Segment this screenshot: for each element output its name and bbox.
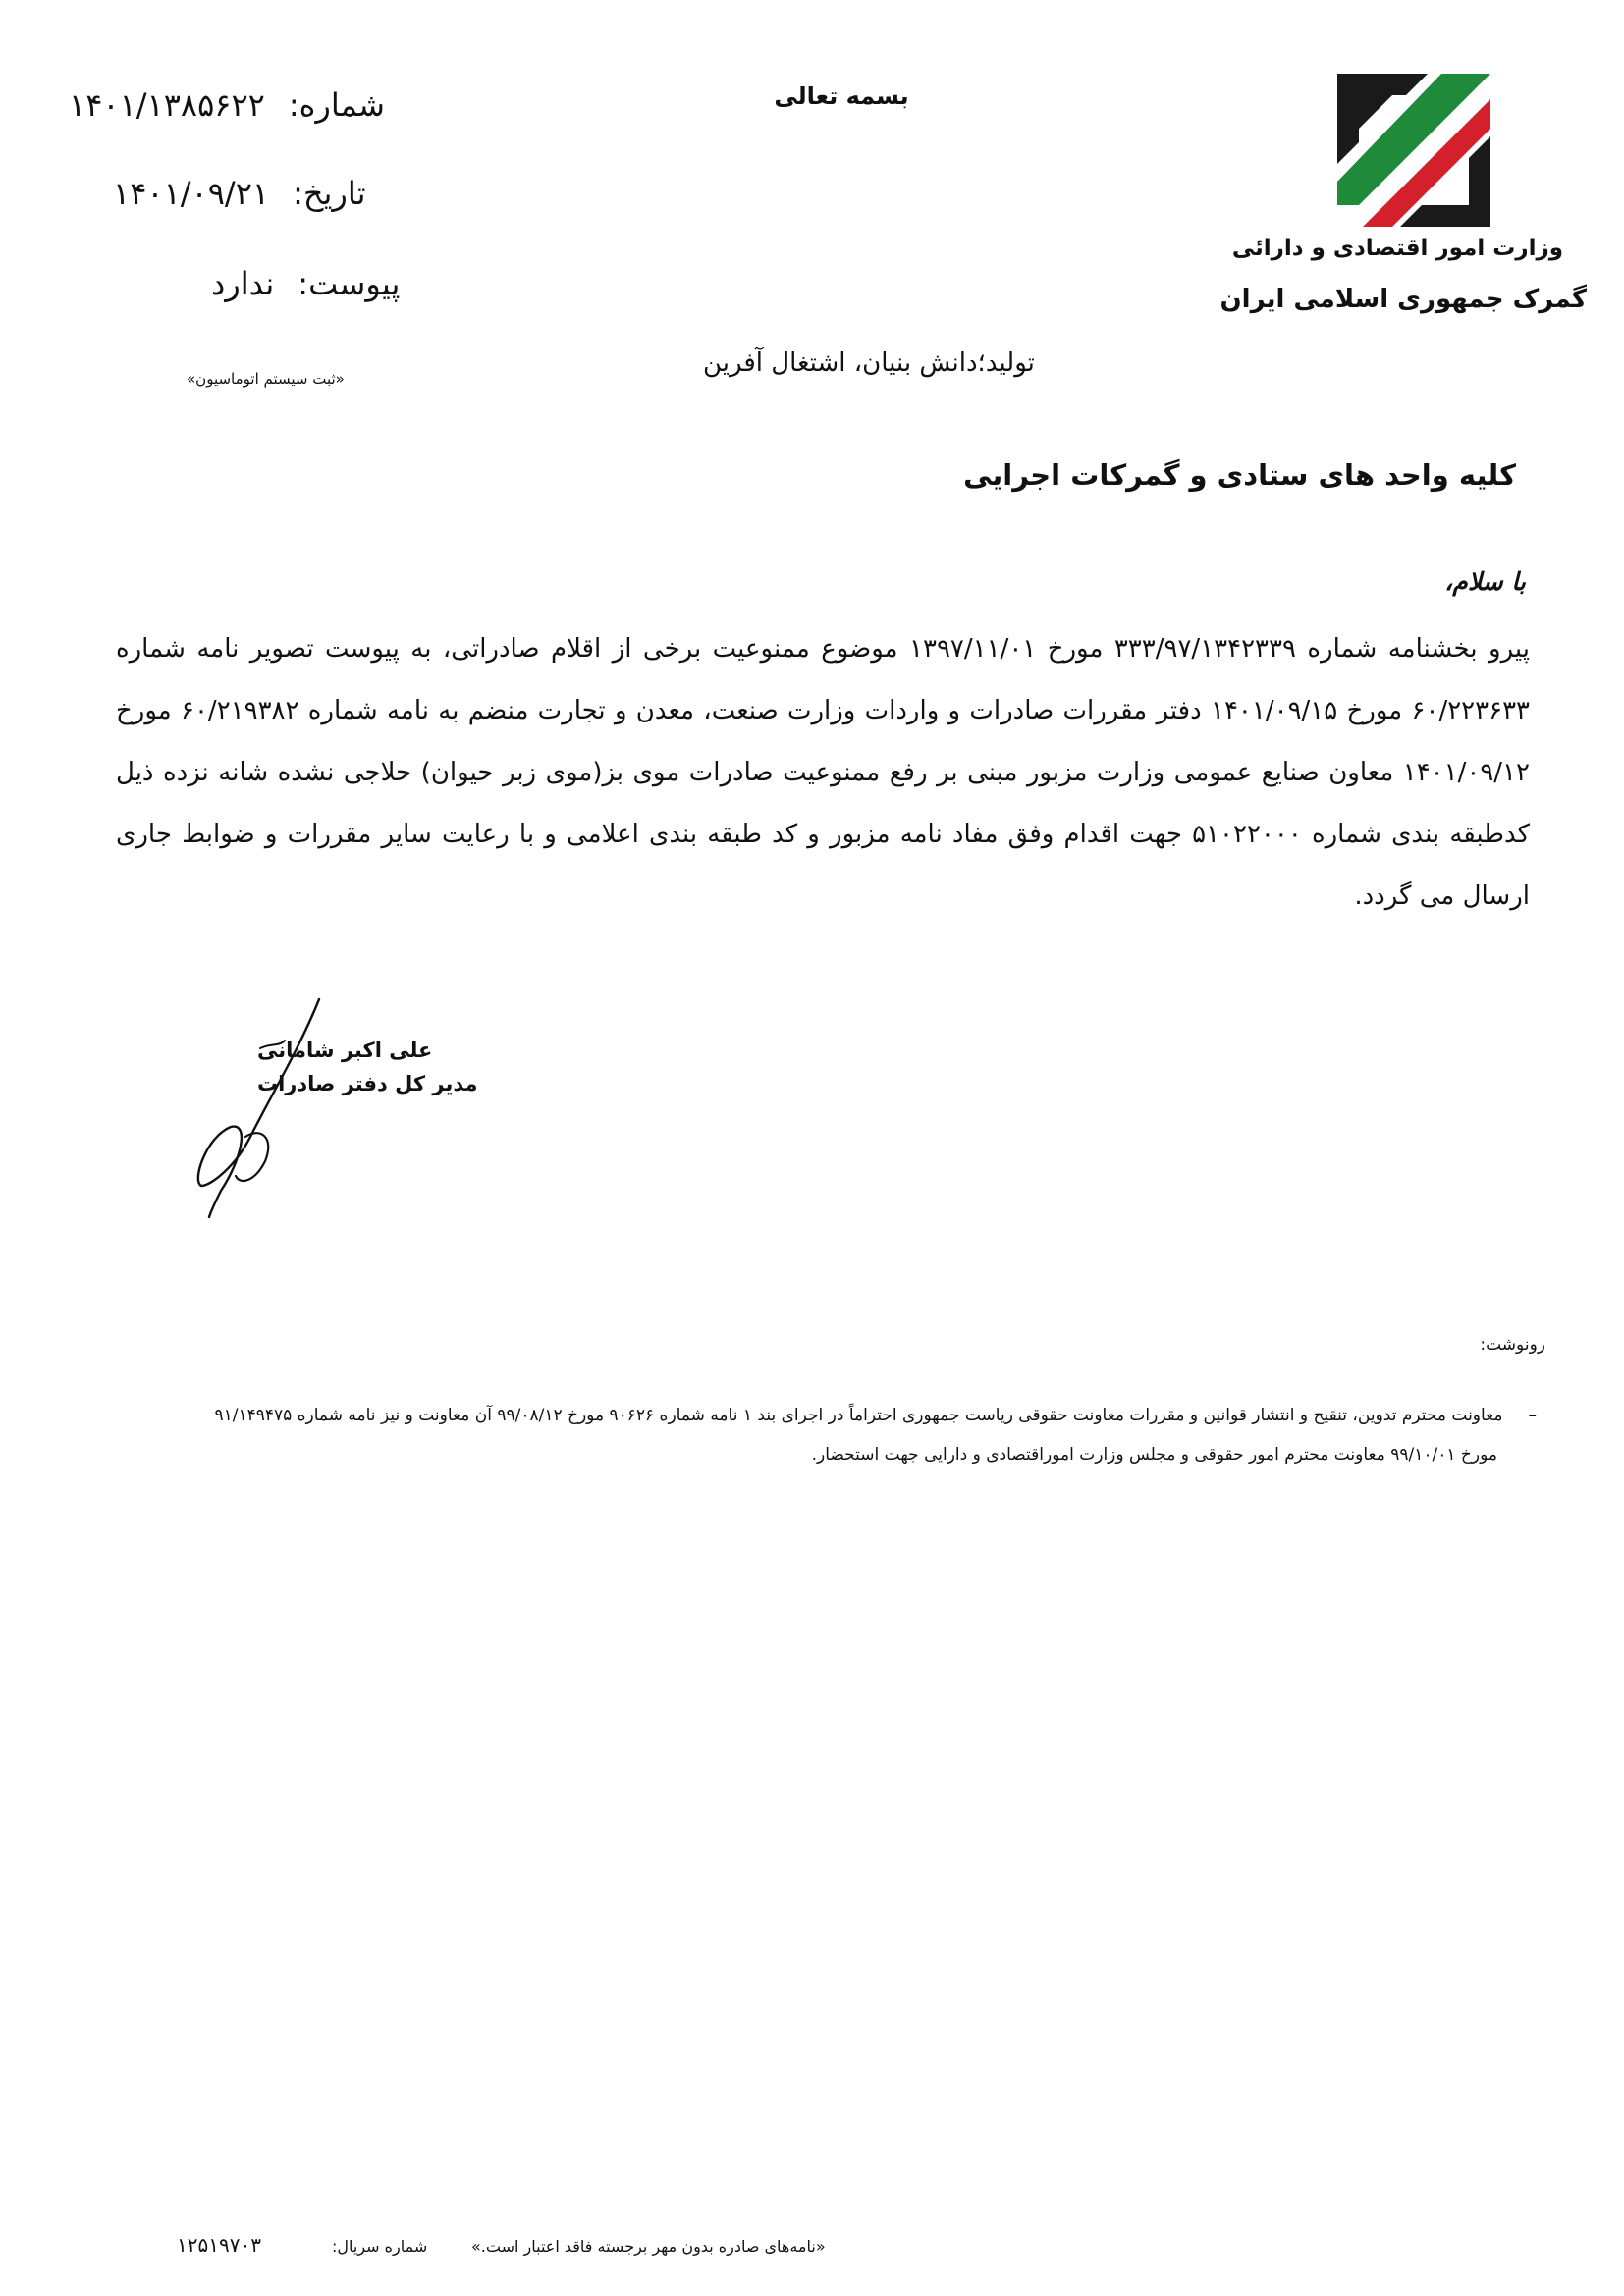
addressee: کلیه واحد های ستادی و گمرکات اجرایی bbox=[963, 458, 1516, 492]
letter-body: پیرو بخشنامه شماره ۳۳۳/۹۷/۱۳۴۲۳۳۹ مورخ ۱۳۹۷/۱۱/۰۱ موضوع ممنوعیت برخی از اقلام صادراتی، به پیوست تصویر نامه شماره ۶۰/۲۲۳۶۳۳ مورخ ۱۴۰۱/۰۹/۱۵ دفتر مقررات صادرات و واردات وزارت صنعت، معدن و تجارت منضم به نامه شماره ۶۰/۲۱۹۳۸۲ مورخ ۱۴۰۱/۰۹/۱۲ معاون صنایع عمومی وزارت مزبور مبنی بر رفع ممنوعیت صادرات موی بز(موی زبر حیوان) حلاجی نشده شانه نزده ذیل کدطبقه بندی شماره ۵۱۰۲۲۰۰۰ جهت اقدام وفق مفاد نامه مزبور و کد طبقه بندی اعلامی و با رعایت سایر مقررات و ضوابط جاری ارسال می گردد. bbox=[116, 634, 1530, 911]
cc-label: رونوشت: bbox=[1480, 1335, 1545, 1355]
number-value: ۱۴۰۱/۱۳۸۵۶۲۲ bbox=[69, 86, 265, 124]
customs-logo bbox=[1337, 74, 1490, 227]
cc-recipients bbox=[113, 1396, 1537, 1474]
attachment-value: ندارد bbox=[211, 265, 275, 302]
letter-attachment bbox=[211, 265, 400, 302]
serial-label: شماره سریال: bbox=[332, 2237, 428, 2256]
signatory-name: علی اکبر شامانی bbox=[257, 1039, 433, 1062]
cc-line-2: مورخ ۹۹/۱۰/۰۱ معاونت محترم امور حقوقی و مجلس وزارت اموراقتصادی و دارایی جهت استحضار. bbox=[811, 1445, 1497, 1465]
customs-name: گمرک جمهوری اسلامی ایران bbox=[1219, 285, 1587, 314]
validity-note: «نامه‌های صادره بدون مهر برجسته فاقد اعتبار است.» bbox=[471, 2237, 826, 2256]
basmala: بسمه تعالی bbox=[774, 82, 909, 110]
date-value: ۱۴۰۱/۰۹/۲۱ bbox=[113, 175, 270, 212]
number-label: شماره: bbox=[288, 86, 385, 124]
cc-dash: – bbox=[1528, 1406, 1537, 1425]
ministry-name: وزارت امور اقتصادی و دارائی bbox=[1231, 236, 1563, 261]
greeting: با سلام، bbox=[1444, 567, 1526, 596]
handwritten-signature bbox=[191, 989, 339, 1225]
automation-note: «ثبت سیستم اتوماسیون» bbox=[187, 370, 345, 388]
signatory-title: مدیر کل دفتر صادرات bbox=[257, 1072, 478, 1095]
attachment-label: پیوست: bbox=[298, 265, 401, 302]
date-label: تاریخ: bbox=[293, 175, 366, 212]
cc-line-1 bbox=[113, 1396, 1537, 1435]
serial-number: ۱۲۵۱۹۷۰۳ bbox=[177, 2233, 261, 2257]
letter-date bbox=[113, 175, 366, 212]
slogan: تولید؛دانش بنیان، اشتغال آفرین bbox=[703, 348, 1035, 378]
letter-number bbox=[69, 86, 385, 124]
cc-line-1-text: معاونت محترم تدوین، تنقیح و انتشار قوانین و مقررات معاونت حقوقی ریاست جمهوری احتراماً در اجرای بند ۱ نامه شماره ۹۰۶۲۶ مورخ ۹۹/۰۸/۱۲ آن معاونت و نیز نامه شماره ۹۱/۱۴۹۴۷۵ bbox=[214, 1406, 1503, 1425]
